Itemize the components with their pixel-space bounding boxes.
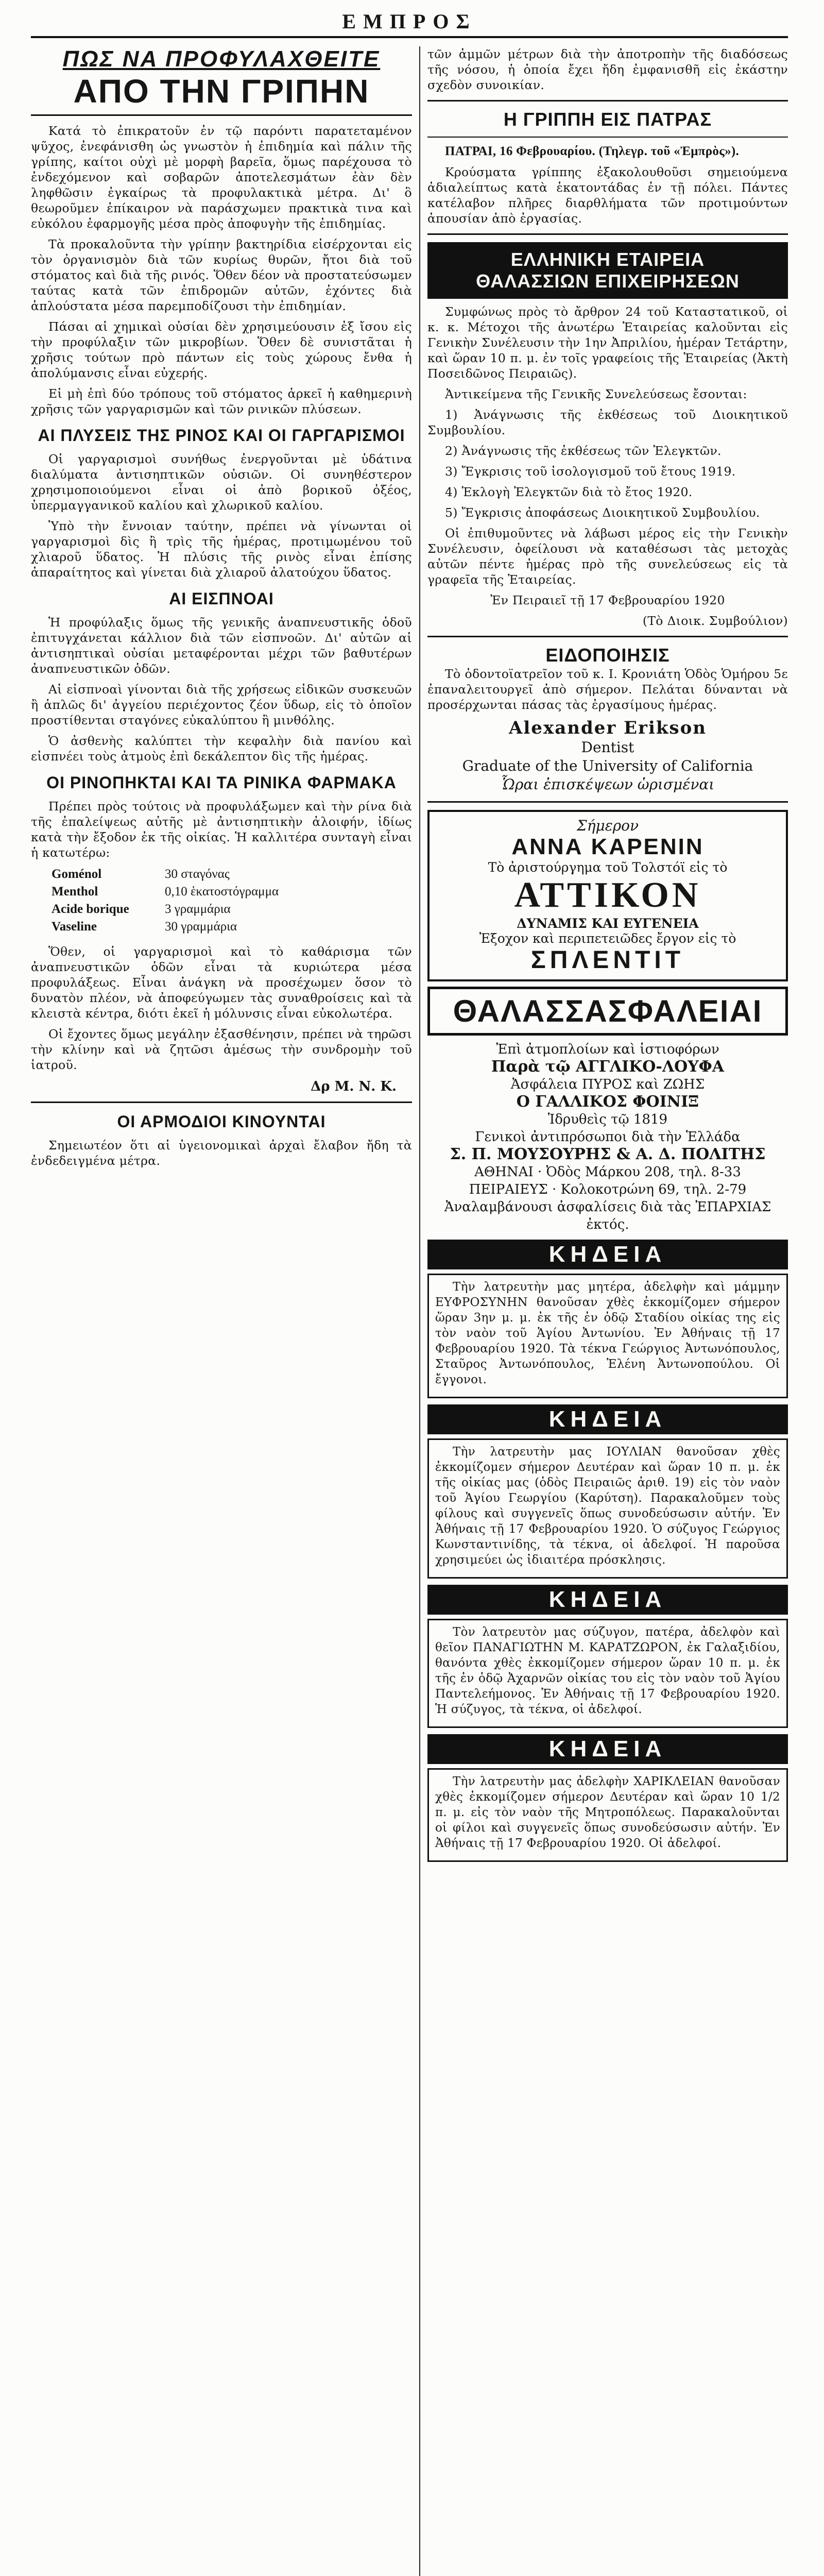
masthead (31, 7, 788, 38)
insurance-line: ΠΕΙΡΑΙΕΥΣ · Κολοκοτρώνη 69, τηλ. 2-79 (469, 1182, 747, 1197)
article-paragraph: Οἱ γαργαρισμοὶ συνήθως ἐνεργοῦνται μὲ ὑδάτινα διαλύματα ἀντισηπτικῶν οὐσιῶν. Οἱ συνηθέστερον χρησιμοποιούμενοι εἶναι οἱ ἀπὸ βορικοῦ ὀξέος, ὑπερμαγγανικοῦ καλίου καὶ χλωρικοῦ καλίου. (31, 452, 412, 513)
article-subhead: ΟΙ ΡΙΝΟΠΗΚΤΑΙ ΚΑΙ ΤΑ ΡΙΝΙΚΑ ΦΑΡΜΑΚΑ (46, 773, 397, 792)
funeral-notice (427, 1768, 788, 1862)
drug-name: Acide borique (52, 902, 129, 916)
insurance-line: Ἀναλαμβάνουσι ἀσφαλίσεις διὰ τὰς ἘΠΑΡΧΙΑΣ ἐκτός. (444, 1199, 771, 1232)
right-column (427, 46, 788, 2576)
drug-name: Goménol (52, 867, 102, 881)
notice-body: Τὸ ὀδοντοϊατρεῖον τοῦ κ. Ι. Κρονιάτη Ὁδὸς Ὁμήρου 5ε ἐπαναλειτουργεῖ ἀπὸ σήμερον. Πελάται δύνανται νὰ προσέρχωνται πάσας τὰς ἐργασίμους ἡμέρας. (427, 667, 788, 712)
drug-quantity: 30 σταγόνας (165, 867, 230, 881)
column-divider (419, 46, 420, 2576)
cinema-film-title: ΔΥΝΑΜΙΣ ΚΑΙ ΕΥΓΕΝΕΙΑ (517, 916, 699, 931)
funeral-text: Τὸν λατρευτὸν μας σύζυγον, πατέρα, ἀδελφὸν καὶ θεῖον ΠΑΝΑΓΙΩΤΗΝ Μ. ΚΑΡΑΤΖΩΡΟΝ, ἐκ Γαλαξιδίου, θανόντα χθὲς ἐκκομίζομεν σήμερον ὥραν 10 π. μ. ἐκ τῆς ἐν ὁδῷ Ἀχαρνῶν οἰκίας του εἰς τὸν ναὸν τοῦ Ἁγίου Παντελεήμονος. Ἐν Ἀθήναις τῇ 17 Φεβρουαρίου 1920. Ἡ σύζυγος, τὰ τέκνα, οἱ ἀδελφοί. (435, 1625, 780, 1716)
news-dateline: ΠΑΤΡΑΙ, 16 Φεβρουαρίου. (Τηλεγρ. τοῦ «Ἐμπρὸς»). (445, 144, 740, 158)
article-paragraph: Ὁ ἀσθενὴς καλύπτει τὴν κεφαλὴν διὰ πανίου καὶ εἰσπνέει τοὺς ἀτμοὺς ἐπὶ δεκάλεπτον δὶς τῆς ἡμέρας. (31, 734, 412, 764)
prescription-row (52, 883, 412, 901)
news-title: Η ΓΡΙΠΠΗ ΕΙΣ ΠΑΤΡΑΣ (503, 109, 712, 130)
prescription-row (52, 866, 412, 883)
company-agenda-item: 5) Ἔγκρισις ἀποφάσεως Διοικητικοῦ Συμβουλίου. (445, 505, 760, 520)
insurance-line: Ο ΓΑΛΛΙΚΟΣ ΦΟΙΝΙΞ (516, 1093, 699, 1111)
funeral-text: Τὴν λατρευτὴν μας μητέρα, ἀδελφὴν καὶ μάμμην ΕΥΦΡΟΣΥΝΗΝ θανοῦσαν χθὲς ἐκκομίζομεν σήμερον ὥραν 3ην μ. μ. ἐκ τῆς ἐν ὁδῷ Σταδίου οἰκίας της εἰς τὸν ναὸν τοῦ Ἁγίου Ἀντωνίου. Ἐν Ἀθήναις τῇ 17 Φεβρουαρίου 1920. Τὰ τέκνα Γεώργιος Ἀντωνόπουλος, Σταῦρος Ἀντωνόπουλος, Ἑλένη Ἀντωνοπούλου. Οἱ ἔγγονοι. (435, 1280, 780, 1386)
funeral-text: Τὴν λατρευτὴν μας ἀδελφὴν ΧΑΡΙΚΛΕΙΑΝ θανοῦσαν χθὲς ἐκκομίζομεν σήμερον Δευτέραν καὶ ὥραν 10 1/2 π. μ. εἰς τὸν ναὸν τῆς Μητροπόλεως. Παρακαλοῦνται οἱ φίλοι καὶ συγγενεῖς ὅπως συνοδεύσωσιν αὐτήν. Ἐν Ἀθήναις τῇ 17 Φεβρουαρίου 1920. Οἱ ἀδελφοί. (435, 1775, 780, 1850)
company-signoff: (Τὸ Διοικ. Συμβούλιον) (642, 614, 788, 628)
funeral-title: ΚΗΔΕΙΑ (427, 1585, 788, 1615)
company-paragraph: Ἀντικείμενα τῆς Γενικῆς Συνελεύσεως ἔσονται: (445, 387, 747, 401)
funeral-title: ΚΗΔΕΙΑ (427, 1240, 788, 1269)
company-agenda-item: 4) Ἐκλογὴ Ἐλεγκτῶν διὰ τὸ ἔτος 1920. (445, 485, 693, 499)
article-headline: ΑΠΟ ΤΗΝ ΓΡΙΠΗΝ (31, 72, 412, 116)
insurance-line: Ἀσφάλεια ΠΥΡΟΣ καὶ ΖΩΗΣ (510, 1077, 705, 1092)
news-body: Κρούσματα γρίππης ἐξακολουθοῦσι σημειούμενα ἀδιαλείπτως κατὰ ἑκατοντάδας ἐν τῇ πόλει. Πάντες κατέλαβον πλῆρες διαρθλήματα τῶν προτιμούντων ἀπουσίαν ἀπὸ ἐργασίας. (427, 165, 788, 226)
insurance-title: ΘΑΛΑΣΣΑΣΦΑΛΕΙΑΙ (453, 994, 763, 1028)
prescription-row (52, 918, 412, 936)
article-paragraph: Οἱ ἔχοντες ὅμως μεγάλην ἐξασθένησιν, πρέπει νὰ τηρῶσι τὴν κλίνην καὶ νὰ ζητῶσι ἀμέσως τὴν συνδρομὴν τοῦ ἰατροῦ. (31, 1027, 412, 1072)
company-paragraph: Οἱ ἐπιθυμοῦντες νὰ λάβωσι μέρος εἰς τὴν Γενικὴν Συνέλευσιν, ὀφείλουσι νὰ καταθέσωσι τὰς μετοχὰς αὐτῶν πέντε ἡμέρας πρὸ τῆς συνελεύσεως εἰς τὰ γραφεῖα τῆς Ἑταιρείας. (427, 526, 788, 587)
newspaper-title: ΕΜΠΡΟΣ (342, 10, 477, 33)
article-paragraph: Πρέπει πρὸς τούτοις νὰ προφυλάξωμεν καὶ τὴν ρίνα διὰ τῆς ἐπαλείψεως αὐτῆς μὲ ἀντισηπτικὴν ἀλοιφήν, ἰδίως κατὰ τὴν ἔξοδον ἐκ τῆς οἰκίας. Ἡ καλλιτέρα συνταγὴ εἶναι ἡ κατωτέρω: (31, 799, 412, 860)
funeral-notice (427, 1438, 788, 1579)
cinema-subtitle: Τὸ ἀριστούργημα τοῦ Τολστόϊ εἰς τὸ (488, 860, 728, 875)
funeral-title: ΚΗΔΕΙΑ (427, 1734, 788, 1764)
insurance-banner (427, 987, 788, 1036)
cinema-hall-name: ΣΠΛΕΝΤΙΤ (530, 946, 685, 974)
insurance-details (427, 1041, 788, 1233)
section-rule (427, 636, 788, 637)
company-agenda-item: 2) Ἀνάγνωσις τῆς ἐκθέσεως τῶν Ἐλεγκτῶν. (445, 444, 722, 458)
insurance-line: Ἐπὶ ἀτμοπλοίων καὶ ἱστιοφόρων (496, 1042, 719, 1057)
drug-quantity: 0,10 ἑκατοστόγραμμα (165, 885, 279, 899)
section-rule (427, 801, 788, 803)
company-agenda-item: 3) Ἔγκρισις τοῦ ἰσολογισμοῦ τοῦ ἔτους 1919. (445, 464, 736, 479)
funeral-title: ΚΗΔΕΙΑ (427, 1404, 788, 1434)
insurance-line: Παρὰ τῷ ΑΓΓΛΙΚΟ-ΛΟΥΦΑ (491, 1058, 725, 1076)
section-rule (31, 1101, 412, 1103)
article-paragraph: Ἡ προφύλαξις ὅμως τῆς γενικῆς ἀναπνευστικῆς ὁδοῦ ἐπιτυγχάνεται κάλλιον διὰ τῶν εἰσπνοῶν. Δι' αὐτῶν αἱ ἀντισηπτικαὶ οὐσίαι μεταφέρονται μέχρι τῶν βαθυτέρων ἀναπνευστικῶν ὁδῶν. (31, 615, 412, 676)
drug-quantity: 30 γραμμάρια (165, 920, 237, 934)
section-rule (427, 100, 788, 101)
dentist-hours: Ὧραι ἐπισκέψεων ὡρισμέναι (501, 776, 715, 793)
dentist-name: Alexander Erikson (509, 718, 707, 738)
funeral-text: Τὴν λατρευτὴν μας ΙΟΥΛΙΑΝ θανοῦσαν χθὲς ἐκκομίζομεν σήμερον Δευτέραν καὶ ὥραν 10 π. μ. ἐκ τῆς οἰκίας μας (ὁδὸς Πειραιῶς ἀριθ. 19) εἰς τὸν ναὸν τοῦ Ἁγίου Γεωργίου (Καρύτση). Παρακαλοῦμεν τοὺς φίλους καὶ συγγενεῖς ὅπως συνοδεύσωσιν αὐτήν. Ἐν Ἀθήναις τῇ 17 Φεβρουαρίου 1920. Ὁ σύζυγος Γεώργιος Κωνσταντινίδης, τὰ τέκνα, οἱ ἀδελφοί. Ἡ παροῦσα χρησιμεύει ὡς ἰδιαιτέρα πρόσκλησις. (435, 1445, 780, 1567)
cinema-subtitle: Ἐξοχον καὶ περιπετειῶδες ἔργον εἰς τὸ (479, 931, 736, 946)
article-paragraph: Κατά τὸ ἐπικρατοῦν ἐν τῷ παρόντι παρατεταμένον ψῦχος, ἐνεφάνισθη ὡς γνωστὸν ἡ ἐπιδημία καὶ πάλιν τῆς γρίπης, καίτοι οὐχὶ μὲ μορφὴ βαρεῖα, ὅμως παρέχουσα τὸ ἐνδεχόμενον καὶ σοβαρῶν ἀποτελεσμάτων ἐὰν δὲν ληφθῶσιν ἐγκαίρως τὰ προφυλακτικὰ μέτρα. Δι' ὃ θεωροῦμεν ἐπίκαιρον νὰ παράσχωμεν πρακτικὰ τινα καὶ εὐκόλου ἐφαρμογῆς μέσα πρὸς ἀποφυγὴν τῆς ἐπιδημίας. (31, 124, 412, 231)
article-paragraph: Ὑπὸ τὴν ἔννοιαν ταύτην, πρέπει νὰ γίνωνται οἱ γαργαρισμοὶ δὶς ἢ τρὶς τῆς ἡμέρας, προτιμωμένου τοῦ χλιαροῦ ὕδατος. Ἡ πλύσις τῆς ρινὸς εἶναι ἐπίσης ἀπαραίτητος καὶ γίνεται διὰ χλιαροῦ ἁλατούχου ὕδατος. (31, 519, 412, 580)
company-paragraph: Συμφώνως πρὸς τὸ ἄρθρον 24 τοῦ Καταστατικοῦ, οἱ κ. κ. Μέτοχοι τῆς ἀνωτέρω Ἑταιρείας καλοῦνται εἰς Γενικὴν Συνέλευσιν τὴν 1ην Ἀπριλίου, ἡμέραν Τετάρτην, καὶ ὥραν 10 π. μ. ἐν τοῖς γραφείοις τῆς Ἑταιρείας (Ἀκτὴ Ποσειδῶνος Πειραιῶς). (427, 304, 788, 381)
prescription-list (52, 866, 412, 936)
company-subtitle: ΘΑΛΑΣΣΙΩΝ ΕΠΙΧΕΙΡΗΣΕΩΝ (476, 270, 740, 292)
drug-name: Vaseline (52, 920, 97, 934)
insurance-line: Γενικοὶ ἀντιπρόσωποι διὰ τὴν Ἑλλάδα (475, 1129, 741, 1145)
section-rule (427, 137, 788, 138)
cinema-ad (427, 810, 788, 981)
author-signature: Δρ Μ. Ν. Κ. (311, 1079, 397, 1094)
notice-title: ΕΙΔΟΠΟΙΗΣΙΣ (545, 645, 670, 666)
drug-quantity: 3 γραμμάρια (165, 902, 231, 916)
section-rule (427, 233, 788, 235)
article-paragraph: Αἱ εἰσπνοαὶ γίνονται διὰ τῆς χρήσεως εἰδικῶν συσκευῶν ἢ ἁπλῶς δι' ἀγγείου περιέχοντος ζέον ὕδωρ, εἰς τὸ ὁποῖον προστίθενται σταγόνες εὐκαλύπτου ἢ μινθόλης. (31, 682, 412, 727)
left-column (31, 46, 412, 2576)
article-subhead: ΑΙ ΠΛΥΣΕΙΣ ΤΗΣ ΡΙΝΟΣ ΚΑΙ ΟΙ ΓΑΡΓΑΡΙΣΜΟΙ (38, 426, 405, 445)
article-kicker: ΠΩΣ ΝΑ ΠΡΟΦΥΛΑΧΘΕΙΤΕ (62, 46, 381, 72)
article-paragraph: Εἰ μὴ ἐπὶ δύο τρόπους τοῦ στόματος ἀρκεῖ ἡ καθημερινὴ χρῆσις τῶν γαργαρισμῶν καὶ τῶν ρινικῶν πλύσεων. (31, 386, 412, 416)
article-paragraph: Σημειωτέον ὅτι αἱ ὑγειονομικαὶ ἀρχαὶ ἔλαβον ἤδη τὰ ἐνδεδειγμένα μέτρα. (31, 1138, 412, 1168)
cinema-today: Σήμερον (576, 817, 639, 834)
funeral-notice (427, 1619, 788, 1728)
article-subhead: ΑΙ ΕΙΣΠΝΟΑΙ (169, 589, 274, 608)
company-banner (427, 242, 788, 299)
insurance-line: Σ. Π. ΜΟΥΣΟΥΡΗΣ & Α. Δ. ΠΟΛΙΤΗΣ (450, 1145, 766, 1163)
dentist-graduation: Graduate of the University of California (462, 757, 753, 774)
article-continuation: τῶν ἀμμῶν μέτρων διὰ τὴν ἀποτροπὴν τῆς διαδόσεως τῆς νόσου, ἡ ὁποία ἔχει ἤδη ἐμφανισθῆ εἰς ἑκάστην σχεδὸν συνοικίαν. (427, 47, 788, 92)
prescription-row (52, 901, 412, 918)
insurance-line: ΑΘΗΝΑΙ · Ὀδὸς Μάρκου 208, τηλ. 8-33 (474, 1164, 741, 1180)
article-paragraph: Τὰ προκαλοῦντα τὴν γρίπην βακτηρίδια εἰσέρχονται εἰς τὸν ὀργανισμὸν διὰ τῶν κυρίως θυρῶν, ἤτοι διὰ τοῦ στόματος καὶ διὰ τῆς ρινός. Ὅθεν δέον νὰ προστατεύσωμεν ταύτας κατὰ τῶν ἐπιδρομῶν αὐτῶν, ἐχόντες διὰ ἁπλούστατα μέσα παρεμποδίζουσι τὴν ἐπιδημίαν. (31, 237, 412, 313)
article-paragraph: Ὅθεν, οἱ γαργαρισμοὶ καὶ τὸ καθάρισμα τῶν ἀναπνευστικῶν ὁδῶν εἶναι τὰ κυριώτερα μέσα προφυλάξεως. Εἶναι ἀνάγκη νὰ προσέχωμεν ὅσον τὸ δυνατὸν πλέον, νὰ ἀποφεύγωμεν τὰς συναθροίσεις καὶ τὰ κλειστὰ κέντρα, διότι ἐκεῖ ἡ μόλυνσις εἶναι εὐκολωτέρα. (31, 944, 412, 1021)
company-agenda-item: 1) Ἀνάγνωσις τῆς ἐκθέσεως τοῦ Διοικητικοῦ Συμβουλίου. (427, 408, 788, 437)
article-subhead: ΟΙ ΑΡΜΟΔΙΟΙ ΚΙΝΟΥΝΤΑΙ (117, 1112, 326, 1131)
insurance-line: Ἱδρυθεὶς τῷ 1819 (547, 1112, 668, 1127)
dentist-title: Dentist (581, 739, 634, 756)
cinema-film-title: ΑΝΝΑ ΚΑΡΕΝΙΝ (511, 834, 704, 859)
company-title: ΕΛΛΗΝΙΚΗ ΕΤΑΙΡΕΙΑ (510, 249, 705, 270)
drug-name: Menthol (52, 885, 98, 899)
article-paragraph: Πάσαι αἱ χημικαὶ οὐσίαι δὲν χρησιμεύουσιν ἐξ ἴσου εἰς τὴν προφύλαξιν τῶν μικροβίων. Ὅθεν δὲ συνιστᾶται ἡ χρῆσις τούτων πρὸ πάντων εἰς τοὺς χώρους ἔνθα ἡ ἀπολύμανσις εἶναι εὐχερής. (31, 319, 412, 380)
funeral-notice (427, 1274, 788, 1398)
cinema-hall-name: ΑΤΤΙΚΟΝ (514, 875, 701, 915)
company-date: Ἐν Πειραιεῖ τῇ 17 Φεβρουαρίου 1920 (490, 593, 725, 607)
